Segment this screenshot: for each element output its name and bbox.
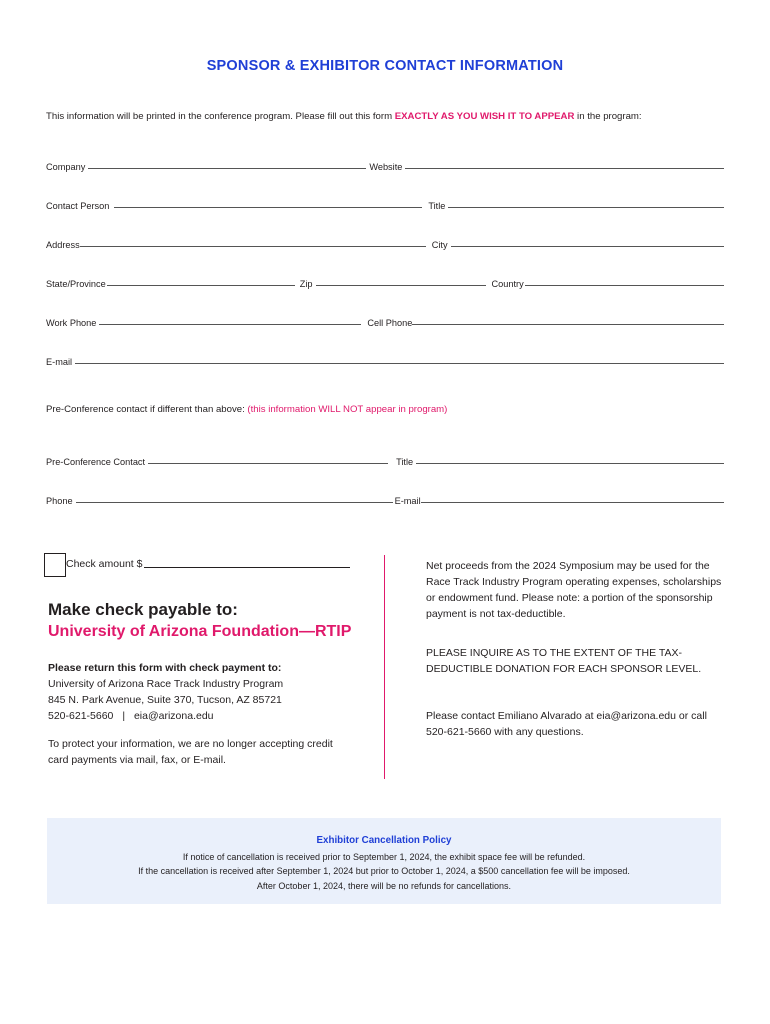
- intro-highlight: EXACTLY AS YOU WISH IT TO APPEAR: [394, 111, 575, 122]
- policy-title: Exhibitor Cancellation Policy: [316, 835, 452, 846]
- row-email: [46, 353, 724, 367]
- preconference-email-label: E-mail: [394, 496, 421, 506]
- contact-line: [48, 708, 283, 724]
- work-phone-label: Work Phone: [46, 318, 97, 328]
- intro-text: [46, 111, 642, 122]
- row-preconference-contact: [46, 453, 724, 467]
- net-proceeds-text: Net proceeds from the 2024 Symposium may be used for the Race Track Industry Program operating expenses, scholarships or endowment fund. Please note: a portion of the sponsorship payment is not tax-deductible.: [426, 560, 722, 620]
- vertical-divider: [384, 555, 385, 779]
- payable-heading: Make check payable to:: [48, 600, 238, 619]
- cell-phone-label: Cell Phone: [367, 318, 413, 328]
- return-phone: 520-621-5660: [48, 710, 114, 722]
- preconference-note: [46, 404, 447, 415]
- address-label: Address: [46, 240, 80, 250]
- intro-before: This information will be printed in the conference program. Please fill out this form: [46, 111, 395, 122]
- preconference-email-field[interactable]: [421, 502, 724, 503]
- contact-person-field[interactable]: [114, 207, 422, 208]
- title-label: Title: [428, 201, 446, 211]
- preconference-title-label: Title: [396, 457, 414, 467]
- cancellation-policy-box: [47, 818, 721, 904]
- preconference-title-field[interactable]: [416, 463, 724, 464]
- contact-text: Please contact Emiliano Alvarado at eia@arizona.edu or call 520-621-5660 with any questions.: [426, 710, 707, 738]
- return-address-block: [48, 660, 283, 724]
- country-field[interactable]: [525, 285, 724, 286]
- page-title: SPONSOR & EXHIBITOR CONTACT INFORMATION: [206, 58, 564, 74]
- protect-notice: To protect your information, we are no longer accepting credit card payments via mail, fax, or E-mail.: [48, 738, 333, 766]
- address-line-1: University of Arizona Race Track Industry Program: [48, 678, 284, 690]
- title-field[interactable]: [448, 207, 724, 208]
- preconference-note-text: Pre-Conference contact if different than above:: [46, 404, 248, 415]
- intro-after: in the program:: [574, 111, 642, 122]
- address-line-2: 845 N. Park Avenue, Suite 370, Tucson, AZ 85721: [48, 694, 282, 706]
- policy-line-1: If notice of cancellation is received prior to September 1, 2024, the exhibit space fee will be refunded.: [182, 851, 586, 862]
- work-phone-field[interactable]: [99, 324, 361, 325]
- cell-phone-field[interactable]: [412, 324, 724, 325]
- state-label: State/Province: [46, 279, 106, 289]
- state-field[interactable]: [107, 285, 295, 286]
- row-phones: [46, 314, 724, 328]
- check-payment-checkbox[interactable]: [44, 553, 66, 577]
- row-company-website: [46, 158, 724, 172]
- policy-line-2: If the cancellation is received after September 1, 2024 but prior to October 1, 2024, a $500 cancellation fee will be imposed.: [138, 866, 630, 876]
- company-label: Company: [46, 162, 86, 172]
- country-label: Country: [491, 279, 524, 289]
- inquire-text: PLEASE INQUIRE AS TO THE EXTENT OF THE TAX-DEDUCTIBLE DONATION FOR EACH SPONSOR LEVEL.: [426, 647, 702, 675]
- check-amount-row: [66, 558, 350, 570]
- row-contact-title: [46, 197, 724, 211]
- preconference-phone-label: Phone: [46, 496, 73, 506]
- website-field[interactable]: [405, 168, 724, 169]
- check-amount-label: Check amount $: [66, 558, 143, 570]
- address-field[interactable]: [80, 246, 426, 247]
- city-field[interactable]: [451, 246, 724, 247]
- contact-person-label: Contact Person: [46, 201, 110, 211]
- email-label: E-mail: [46, 357, 73, 367]
- website-label: Website: [369, 162, 403, 172]
- preconference-phone-field[interactable]: [76, 502, 393, 503]
- zip-field[interactable]: [316, 285, 486, 286]
- email-field[interactable]: [75, 363, 724, 364]
- preconference-contact-label: Pre-Conference Contact: [46, 457, 146, 467]
- return-email: eia@arizona.edu: [133, 710, 214, 722]
- row-state-zip-country: [46, 275, 724, 289]
- preconference-contact-field[interactable]: [148, 463, 388, 464]
- row-address-city: [46, 236, 724, 250]
- city-label: City: [431, 240, 448, 250]
- return-label: Please return this form with check payment to:: [48, 662, 282, 674]
- policy-line-3: After October 1, 2024, there will be no refunds for cancellations.: [256, 880, 512, 891]
- company-field[interactable]: [88, 168, 366, 169]
- preconference-note-warning: (this information WILL NOT appear in program): [247, 404, 448, 415]
- zip-label: Zip: [299, 279, 313, 289]
- check-amount-field[interactable]: [144, 567, 350, 568]
- separator: |: [122, 710, 126, 722]
- row-preconference-phone-email: [46, 492, 724, 506]
- payee-name: University of Arizona Foundation—RTIP: [48, 623, 352, 640]
